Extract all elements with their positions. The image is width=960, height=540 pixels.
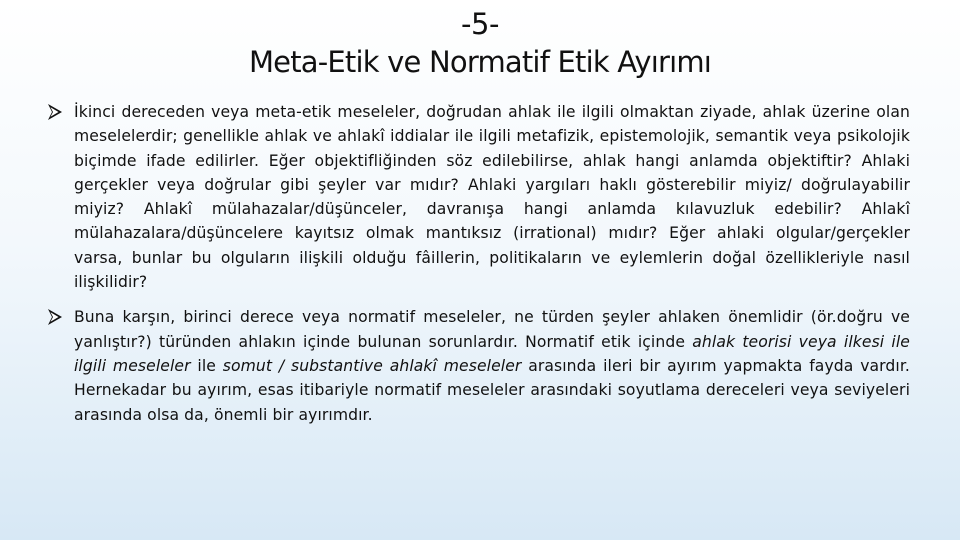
slide-header xyxy=(0,6,960,82)
slide-number: -5- xyxy=(461,7,499,41)
slide-title: Meta-Etik ve Normatif Etik Ayırımı xyxy=(248,45,712,79)
arrowhead-bullet-icon xyxy=(46,103,64,121)
bullet-item-normative-ethics xyxy=(46,305,910,426)
bullet-text-part-3: arasında ileri bir ayırım yapmakta fayda vardır. Hernekadar bu ayırım, esas itibariyle normatif meseleler arasındaki soyutlama dereceleri veya seviyeleri arasında olsa da, önemli bir ayırımdır. xyxy=(74,356,910,424)
bullet-item-meta-ethics xyxy=(46,100,910,294)
bullet-text-part-2: ile xyxy=(190,356,223,375)
bullet-italic-theory-issues: ahlak teorisi veya ilkesi ile ilgili meseleler xyxy=(74,332,910,375)
slide-content xyxy=(46,100,910,427)
arrowhead-bullet-icon xyxy=(46,308,64,326)
bullet-italic-substantive-issues: somut / substantive ahlakî meseleler xyxy=(222,356,522,375)
bullet-text-part-1: Buna karşın, birinci derece veya normatif meseleler, ne türden şeyler ahlaken önemlidir (ör.doğru ve yanlıştır?) türünden ahlakın içinde bulunan sorunlardır. Normatif etik içinde xyxy=(74,308,910,351)
bullet-text-meta-ethics: İkinci dereceden veya meta-etik meseleler, doğrudan ahlak ile ilgili olmaktan ziyade, ahlak üzerine olan meselelerdir; genellikle ahlak ve ahlakî iddialar ile ilgili metafizik, epistemolojik, semantik veya psikolojik biçimde ifade edilirler. Eğer objektifliğinden söz edilebilirse, ahlak hangi anlamda objektiftir? Ahlaki gerçekler veya doğrular gibi şeyler var mıdır? Ahlaki yargıları haklı gösterebilir miyiz/ doğrulayabilir miyiz? Ahlakî mülahazalar/düşünceler, davranışa hangi anlamda kılavuzluk edebilir? Ahlakî mülahazalara/düşüncelere kayıtsız olmak mantıksız (irrational) mıdır? Eğer ahlaki olgular/gerçekler varsa, bunlar bu olguların ilişkili olduğu fâillerin, politikaların ve eylemlerin doğal özellikleriyle nasıl ilişkilidir? xyxy=(74,103,910,292)
